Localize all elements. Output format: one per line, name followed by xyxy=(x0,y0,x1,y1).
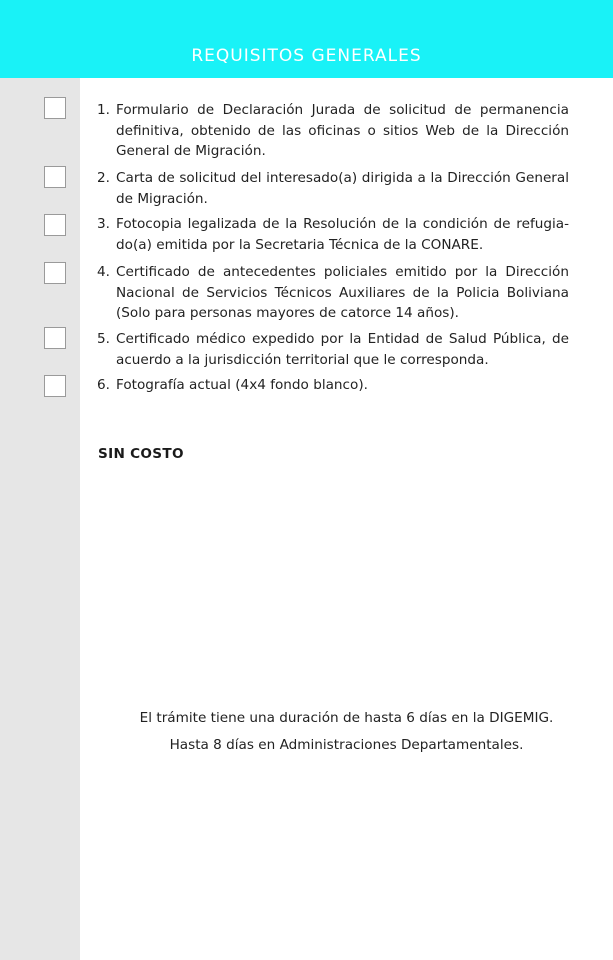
requirement-item-4 xyxy=(97,262,569,324)
page-title: REQUISITOS GENERALES xyxy=(191,46,422,66)
requirement-item-6 xyxy=(97,375,569,396)
cost-label: SIN COSTO xyxy=(98,446,184,462)
left-sidebar-strip xyxy=(0,78,80,960)
requirement-number: 3. xyxy=(97,216,110,232)
requirement-2-checkbox[interactable] xyxy=(44,166,66,188)
requirement-4-checkbox[interactable] xyxy=(44,262,66,284)
requirement-6-checkbox[interactable] xyxy=(44,375,66,397)
requirement-text: Certificado médico expedido por la Entidad de Salud Pública, de acuerdo a la jurisdicción territorial que le corresponda. xyxy=(116,331,569,368)
requirement-item-3 xyxy=(97,214,569,255)
requirement-item-2 xyxy=(97,168,569,209)
duration-note-departmental: Hasta 8 días en Administraciones Departamentales. xyxy=(169,737,524,753)
requirement-3-checkbox[interactable] xyxy=(44,214,66,236)
requirement-number: 4. xyxy=(97,264,110,280)
requirement-5-checkbox[interactable] xyxy=(44,327,66,349)
requirement-text: Formulario de Declaración Jurada de solicitud de permanencia definitiva, obtenido de las oficinas o sitios Web de la Dirección General de Migración. xyxy=(116,102,569,159)
requirement-number: 6. xyxy=(97,377,110,393)
duration-note-digemig: El trámite tiene una duración de hasta 6 días en la DIGEMIG. xyxy=(139,710,554,726)
requirement-text: Certificado de antecedentes policiales emitido por la Dirección Nacional de Servicios Técnicos Auxiliares de la Policia Boliviana (Solo para personas mayores de catorce 14 años). xyxy=(116,264,569,321)
requirement-text: Carta de solicitud del interesado(a) dirigida a la Dirección General de Migración. xyxy=(116,170,569,207)
requirement-number: 1. xyxy=(97,102,110,118)
requirement-text: Fotocopia legalizada de la Resolución de la condición de refugia-do(a) emitida por la Secretaria Técnica de la CONARE. xyxy=(116,216,569,253)
requirement-item-5 xyxy=(97,329,569,370)
header-bar xyxy=(0,0,613,78)
requirement-number: 2. xyxy=(97,170,110,186)
requirement-number: 5. xyxy=(97,331,110,347)
requirement-text: Fotografía actual (4x4 fondo blanco). xyxy=(116,377,368,393)
requirement-1-checkbox[interactable] xyxy=(44,97,66,119)
requirement-item-1 xyxy=(97,100,569,162)
